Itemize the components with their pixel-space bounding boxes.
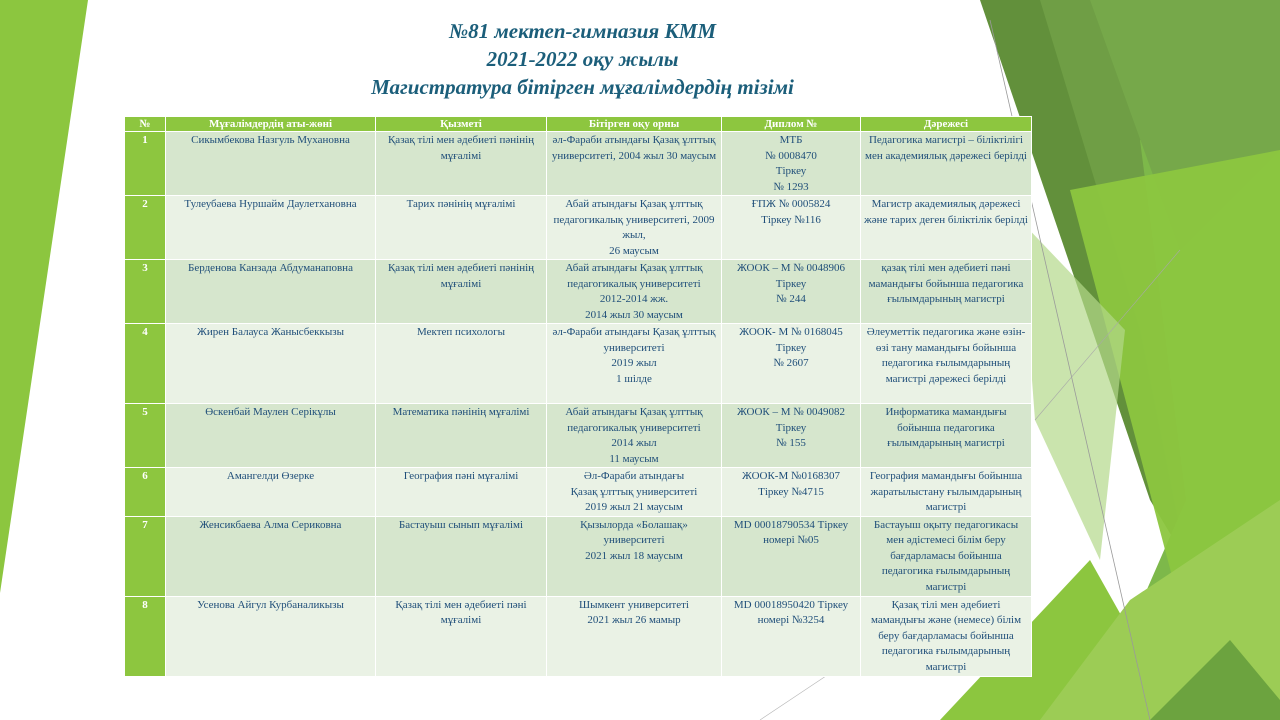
teacher-name: Амангелди Өзерке — [166, 468, 376, 517]
degree-cell: Педагогика магистрі – біліктілігі мен академиялық дәрежесі берілді — [861, 132, 1032, 196]
teacher-name: Женсикбаева Алма Сериковна — [166, 516, 376, 596]
teacher-name: Сикымбекова Назгуль Мухановна — [166, 132, 376, 196]
header-university: Бітірген оқу орны — [547, 117, 722, 132]
teacher-name: Өскенбай Маулен Серікұлы — [166, 404, 376, 468]
row-number: 1 — [125, 132, 166, 196]
table-row — [125, 132, 1032, 196]
teacher-position: Қазақ тілі мен әдебиеті пәнінің мұғалімі — [376, 132, 547, 196]
row-number: 5 — [125, 404, 166, 468]
row-number: 3 — [125, 260, 166, 324]
degree-cell: Магистр академиялық дәрежесі және тарих деген біліктілік берілді — [861, 196, 1032, 260]
header-position: Қызметі — [376, 117, 547, 132]
teacher-name: Жирен Балауса Жанысбеккызы — [166, 324, 376, 404]
diploma-cell: ҒПЖ № 0005824 Тіркеу №116 — [722, 196, 861, 260]
row-number: 4 — [125, 324, 166, 404]
university-cell: Әл-Фараби атындағы Қазақ ұлттық университеті 2019 жыл 21 маусым — [547, 468, 722, 517]
title-list: Магистратура бітірген мұғалімдердің тізімі — [371, 75, 794, 99]
diploma-cell: МТБ № 0008470 Тіркеу № 1293 — [722, 132, 861, 196]
degree-cell: Қазақ тілі мен әдебиеті мамандығы және (немесе) білім беру бағдарламасы бойынша педагогика ғылымдарының магистрі — [861, 596, 1032, 676]
teacher-position: Математика пәнінің мұғалімі — [376, 404, 547, 468]
degree-cell: География мамандығы бойынша жаратылыстану ғылымдарының магистрі — [861, 468, 1032, 517]
university-cell: Қызылорда «Болашақ» университеті 2021 жыл 18 маусым — [547, 516, 722, 596]
table-body — [125, 132, 1032, 677]
table-row — [125, 324, 1032, 404]
degree-cell: Әлеуметтік педагогика және өзін-өзі тану мамандығы бойынша педагогика ғылымдарының магистрі дәрежесі берілді — [861, 324, 1032, 404]
degree-cell: Информатика мамандығы бойынша педагогика ғылымдарының магистрі — [861, 404, 1032, 468]
teacher-position: Қазақ тілі мен әдебиеті пәнінің мұғалімі — [376, 260, 547, 324]
table-row — [125, 404, 1032, 468]
row-number: 7 — [125, 516, 166, 596]
title-year: 2021-2022 оқу жылы — [486, 47, 679, 71]
teacher-position: Тарих пәнінің мұғалімі — [376, 196, 547, 260]
title-school: №81 мектеп-гимназия КММ — [448, 19, 717, 43]
teacher-position: Бастауыш сынып мұғалімі — [376, 516, 547, 596]
table-row — [125, 260, 1032, 324]
university-cell: Шымкент университеті 2021 жыл 26 мамыр — [547, 596, 722, 676]
university-cell: Абай атындағы Қазақ ұлттық педагогикалық университеті 2014 жыл 11 маусым — [547, 404, 722, 468]
row-number: 8 — [125, 596, 166, 676]
table-header-row — [125, 117, 1032, 132]
row-number: 6 — [125, 468, 166, 517]
diploma-cell: ЖООК-М №0168307 Тіркеу №4715 — [722, 468, 861, 517]
university-cell: Абай атындағы Қазақ ұлттық педагогикалық университеті, 2009 жыл, 26 маусым — [547, 196, 722, 260]
row-number: 2 — [125, 196, 166, 260]
table-row — [125, 516, 1032, 596]
university-cell: әл-Фараби атындағы Қазақ ұлттық университеті, 2004 жыл 30 маусым — [547, 132, 722, 196]
teacher-name: Берденова Канзада Абдуманаповна — [166, 260, 376, 324]
table-row — [125, 596, 1032, 676]
degree-cell: Бастауыш оқыту педагогикасы мен әдістемесі білім беру бағдарламасы бойынша педагогика ғылымдарының магистрі — [861, 516, 1032, 596]
diploma-cell: ЖООК – М № 0049082 Тіркеу № 155 — [722, 404, 861, 468]
diploma-cell: MD 00018950420 Тіркеу номері №3254 — [722, 596, 861, 676]
degree-cell: қазақ тілі мен әдебиеті пәні мамандығы бойынша педагогика ғылымдарының магистрі — [861, 260, 1032, 324]
teacher-position: Қазақ тілі мен әдебиеті пәні мұғалімі — [376, 596, 547, 676]
header-name: Мұғалімдердің аты-жөні — [166, 117, 376, 132]
teacher-position: География пәні мұғалімі — [376, 468, 547, 517]
teacher-name: Тулеубаева Нуршайм Даулетхановна — [166, 196, 376, 260]
header-diploma: Диплом № — [722, 117, 861, 132]
university-cell: Абай атындағы Қазақ ұлттық педагогикалық университеті 2012-2014 жж. 2014 жыл 30 маусым — [547, 260, 722, 324]
teachers-table — [124, 116, 1032, 677]
header-number: № — [125, 117, 166, 132]
left-green-shape — [0, 0, 88, 593]
university-cell: әл-Фараби атындағы Қазақ ұлттық университеті 2019 жыл 1 шілде — [547, 324, 722, 404]
diploma-cell: ЖООК – М № 0048906 Тіркеу № 244 — [722, 260, 861, 324]
teacher-name: Усенова Айгул Курбаналикызы — [166, 596, 376, 676]
header-degree: Дәрежесі — [861, 117, 1032, 132]
diploma-cell: ЖООК- М № 0168045 Тіркеу № 2607 — [722, 324, 861, 404]
table-row — [125, 468, 1032, 517]
teacher-position: Мектеп психологы — [376, 324, 547, 404]
diploma-cell: MD 00018790534 Тіркеу номері №05 — [722, 516, 861, 596]
table-row — [125, 196, 1032, 260]
